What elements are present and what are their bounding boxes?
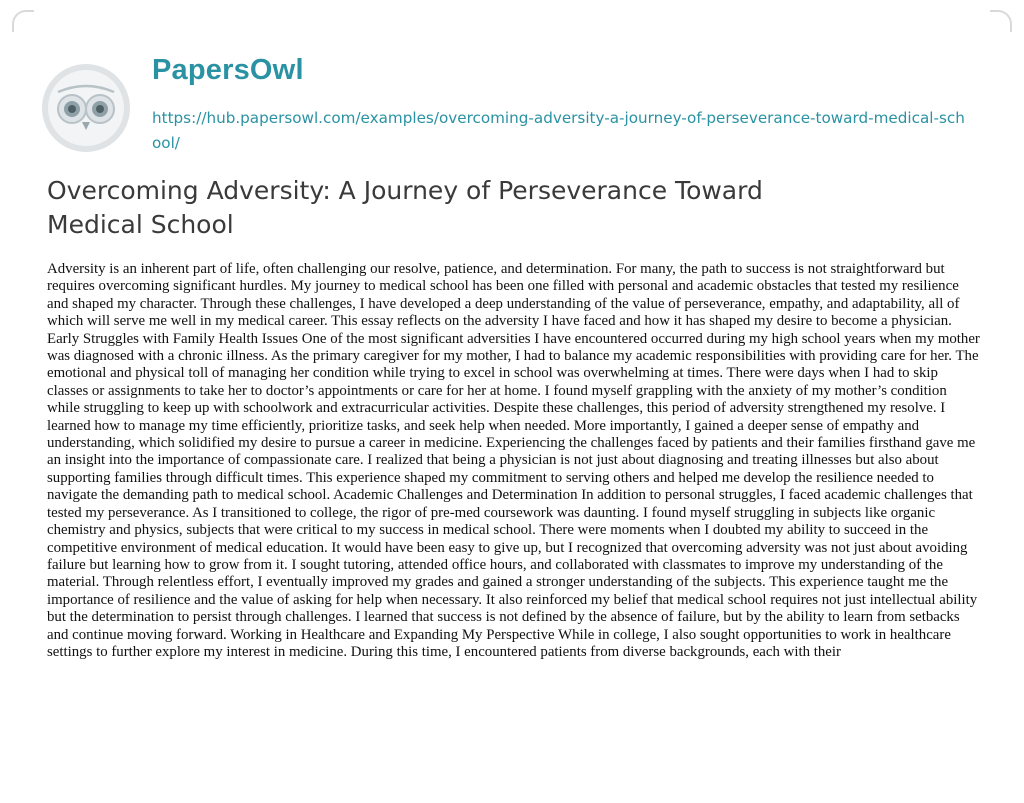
- page-corner-decoration: [990, 10, 1012, 32]
- owl-logo-icon: [40, 62, 132, 154]
- source-url-link[interactable]: https://hub.papersowl.com/examples/overcoming-adversity-a-journey-of-perseverance-toward-medical-school/: [152, 109, 965, 152]
- essay-title: Overcoming Adversity: A Journey of Perseverance Toward Medical School: [47, 176, 763, 239]
- brand-name: PapersOwl: [152, 54, 304, 86]
- page-corner-decoration: [12, 10, 34, 32]
- essay-body: Adversity is an inherent part of life, often challenging our resolve, patience, and determination. For many, the path to success is not straightforward but requires overcoming significant hurdles. My journey to medical school has been one filled with personal and academic obstacles that tested my resilience and shaped my character. Through these challenges, I have developed a deep understanding of the value of perseverance, empathy, and adaptability, all of which will serve me well in my medical career. This essay reflects on the adversity I have faced and how it has shaped my desire to become a physician. Early Struggles with Family Health Issues One of the most significant adversities I have encountered occurred during my high school years when my mother was diagnosed with a chronic illness. As the primary caregiver for my mother, I had to balance my academic responsibilities with providing care for her. The emotional and physical toll of managing her condition while trying to excel in school was overwhelming at times. There were days when I had to skip classes or assignments to take her to doctor’s appointments or care for her at home. I found myself grappling with the anxiety of my mother’s condition while struggling to keep up with schoolwork and extracurricular activities. Despite these challenges, this period of adversity strengthened my resolve. I learned how to manage my time efficiently, prioritize tasks, and seek help when needed. More importantly, I gained a deeper sense of empathy and understanding, which solidified my desire to pursue a career in medicine. Experiencing the challenges faced by patients and their families firsthand gave me an insight into the importance of compassionate care. I realized that being a physician is not just about diagnosing and treating illnesses but also about supporting families through difficult times. This experience shaped my commitment to serving others and helped me develop the resilience needed to navigate the demanding path to medical school. Academic Challenges and Determination In addition to personal struggles, I faced academic challenges that tested my perseverance. As I transitioned to college, the rigor of pre-med coursework was daunting. I found myself struggling in subjects like organic chemistry and physics, subjects that were critical to my success in medical school. There were moments when I doubted my ability to succeed in the competitive environment of medical education. It would have been easy to give up, but I recognized that overcoming adversity was not just about avoiding failure but learning how to grow from it. I sought tutoring, attended office hours, and collaborated with classmates to improve my understanding of the material. Through relentless effort, I eventually improved my grades and gained a stronger understanding of the subjects. This experience taught me the importance of resilience and the value of asking for help when necessary. It also reinforced my belief that medical school requires not just intellectual ability but the determination to persist through challenges. I learned that success is not defined by the absence of failure, but by the ability to learn from setbacks and continue moving forward. Working in Healthcare and Expanding My Perspective While in college, I also sought opportunities to work in healthcare settings to further explore my interest in medicine. During this time, I encountered patients from diverse backgrounds, each with their: [47, 261, 980, 660]
